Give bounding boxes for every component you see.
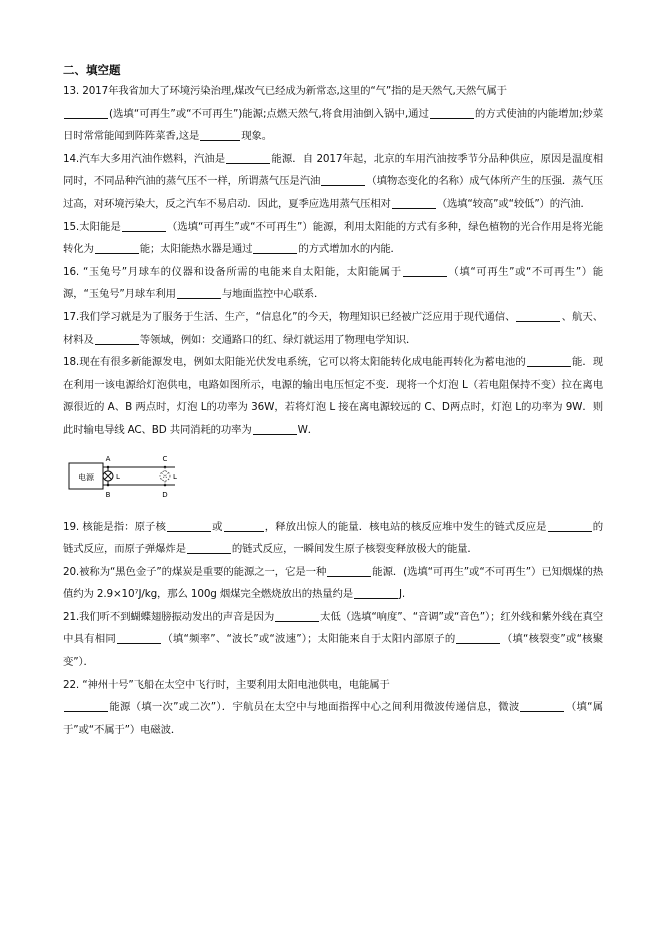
question-21 [63,606,603,674]
q14-text-b: 能源．自 2017年起，北京的车用汽油按季节分品种供应，原因是温度相同时，不同品种汽油的蒸气压不一样，所谓蒸气压是汽油 [63,152,603,188]
q22-text-c: （填“属于”或“不属于”）电磁波． [63,701,603,736]
q15-blank-1[interactable] [122,219,166,232]
q14-blank-1[interactable] [226,151,270,164]
q21-text-c: （填“频率”、“波长”或“波速”）；太阳能来自于太阳内部原子的 [161,633,456,646]
question-20 [63,561,603,606]
q19-blank-3[interactable] [548,519,592,532]
point-d-label: D [162,490,168,499]
q16-text-c: 与地面监控中心联系． [221,288,325,301]
q21-blank-3[interactable] [456,631,500,644]
q16-text-b: （填“可再生”或“不可再生”）能源，“玉兔号”月球车利用 [63,265,603,301]
question-19 [63,516,603,561]
q13-blank-2[interactable] [430,106,474,119]
q15-text-b: （选填“可再生”或“不可再生”）能源，利用太阳能的方式有多种，绿色植物的光合作用是将光能转化为 [63,220,603,256]
q18-text-c: W． [297,423,318,436]
q14-text-d: （选填“较高”或“较低”）的汽油． [436,197,591,210]
point-b-label: B [105,490,111,499]
q20-text-a: 20.被称为“黑色金子”的煤炭是重要的能源之一，它是一种 [63,565,327,578]
q16-text-a: 16. “玉兔号”月球车的仪器和设备所需的电能来自太阳能，太阳能属于 [63,265,402,278]
q15-text-a: 15.太阳能是 [63,220,121,233]
question-15 [63,216,603,261]
q18-text-a: 18.现在有很多新能源发电，例如太阳能光伏发电系统，它可以将太阳能转化成电能再转化为蓄电池的 [63,356,526,369]
q17-blank-2[interactable] [95,332,139,345]
q22-blank-1[interactable] [64,699,108,712]
section-title: 二、填空题 [63,63,121,77]
q13-text-b: (选填“可再生”或“不可再生”)能源;点燃天然气,将食用油倒入锅中,通过 [109,107,429,120]
q21-blank-2[interactable] [117,631,161,644]
point-a-label: A [105,454,111,463]
lamp-near-label: L [116,472,120,481]
q21-text-d: （填“核裂变”或“核聚变”）． [63,633,603,669]
q19-text-b: 或 [211,520,223,533]
q18-blank-2[interactable] [253,422,297,435]
q22-text-a: 22. “神州十号”飞船在太空中飞行时，主要利用太阳电池供电，电能属于 [63,678,390,691]
q17-text-b: 、航天、材料及 [63,310,603,346]
q19-text-d: 的链式反应，而原子弹爆炸是 [63,520,603,556]
circuit-diagram [67,452,197,500]
q17-text-a: 17.我们学习就是为了服务于生活、生产，“信息化”的今天，物理知识已经被广泛应用于现代通信、 [63,310,516,323]
q21-text-a: 21.我们听不到蝴蝶翅膀振动发出的声音是因为 [63,610,275,623]
q22-blank-2[interactable] [520,699,564,712]
question-18 [63,351,603,441]
point-c-label: C [162,454,168,463]
q13-text-d: 现象。 [241,130,273,143]
question-16 [63,261,603,306]
q17-text-c: 等领域，例如：交通路口的红、绿灯就运用了物理电学知识． [139,333,417,346]
q15-text-d: 的方式增加水的内能． [298,243,401,256]
q20-blank-2[interactable] [354,586,398,599]
q13-text-a: 13. 2017年我省加大了环境污染治理,煤改气已经成为新常态,这里的“气”指的是天然气,天然气属于 [63,85,507,97]
q14-text-c: （填物态变化的名称）成气体所产生的压强．蒸气压过高，对环境污染大，反之汽车不易启动．因此，夏季应选用蒸气压相对 [63,175,603,210]
q21-text-b: 太低（选填“响度”、“音调”或“音色”）；红外线和紫外线在真空中具有相同 [63,610,603,646]
q19-text-c: ，释放出惊人的能量．核电站的核反应堆中发生的链式反应是 [264,520,547,533]
q19-text-a: 19. 核能是指：原子核 [63,520,166,533]
q19-blank-1[interactable] [167,519,211,532]
q14-blank-2[interactable] [321,173,365,186]
q19-blank-2[interactable] [224,519,264,532]
q18-blank-1[interactable] [527,354,571,367]
q21-blank-1[interactable] [275,609,319,622]
q13-blank-3[interactable] [200,128,240,141]
worksheet [63,62,603,741]
q19-text-e: 的链式反应，一瞬间发生原子核裂变释放极大的能量． [231,543,478,556]
q22-text-b: 能源（填一次”或二次”）．宇航员在太空中与地面指挥中心之间利用微波传递信息，微波 [109,701,520,714]
question-13 [63,80,603,148]
q15-blank-2[interactable] [95,241,139,254]
question-17 [63,306,603,351]
q18-text-b: 能．现在利用一该电源给灯泡供电，电路如图所示，电源的输出电压恒定不变．现将一个灯泡 L（若电阻保持不变）拉在离电源很近的 A、B 两点时，灯泡 L的功率为 36W，若将灯泡 L 接在离电源较远的 C、D两点时，灯泡 L的功率为 9W．则此时输电导线 AC、BD 共同消耗的功率为 [63,356,603,436]
q16-blank-2[interactable] [177,286,221,299]
q20-blank-1[interactable] [327,564,371,577]
q20-text-c: J. [399,588,406,601]
q17-blank-1[interactable] [516,309,560,322]
q13-text-c: 的方式使油的内能增加;炒菜日时常常能闻到阵阵菜香,这是 [63,107,604,143]
question-14 [63,148,603,216]
question-22 [63,674,603,742]
lamp-far-label: L [173,472,177,481]
q15-text-c: 能；太阳能热水器是通过 [139,243,253,256]
q13-blank-1[interactable] [64,106,108,119]
power-source-label: 电源 [78,472,94,482]
q20-text-b: 能源．(选填“可再生”或“不可再生”）已知烟煤的热值约为 2.9×10⁷J/kg，那么 100g 烟煤完全燃烧放出的热量约是 [63,565,603,601]
q15-blank-3[interactable] [253,241,297,254]
q14-text-a: 14.汽车大多用汽油作燃料，汽油是 [63,152,226,165]
q14-blank-3[interactable] [392,196,436,209]
q16-blank-1[interactable] [403,264,447,277]
q19-blank-4[interactable] [187,541,231,554]
